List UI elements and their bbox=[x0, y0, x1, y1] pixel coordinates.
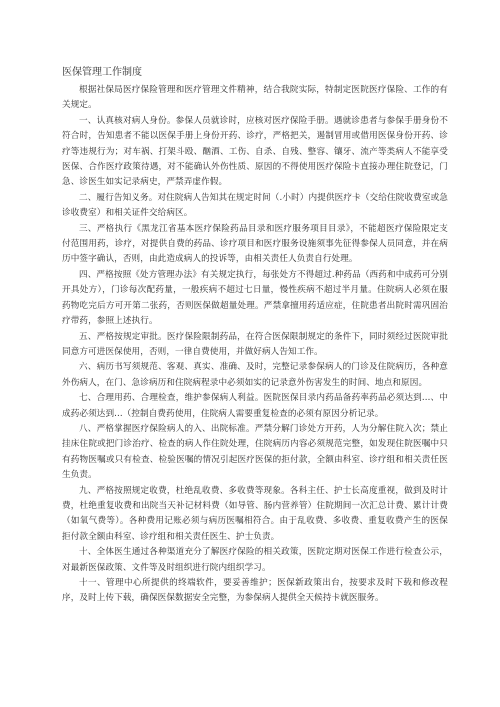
paragraph-5: 五、严格按规定审批。医疗保险限制药品，在符合医保限制规定的条件下，同时须经过医院审批同意方可进医保使用，否则，一律自费使用，并做好病人告知工作。 bbox=[62, 331, 448, 357]
paragraph-9: 九、严格按照规定收费，杜绝乱收费、多收费等现象。各科主任、护士长高度重视，做到及时计费，杜绝重复收费和出院当天补记材料费（如导管、肠内营养管）住院期间一次汇总计费、累计计费（如氧气费等）。各种费用记账必须与病历医嘱相符合。由于乱收费、多收费、重复收费产生的医保拒付款全额由科室、诊疗组和相关责任医生、护士负责。 bbox=[62, 485, 448, 542]
paragraph-8: 八、严格掌握医疗保险病人的入、出院标准。严禁分解门诊处方开药，人为分解住院入次；禁止挂床住院或把门诊治疗、检查的病人作住院处理，住院病历内容必须规范完整，如发现住院医嘱中只有药物医嘱或只有检查、检验医嘱的情况引起医疗医保的拒付款，全额由科室、诊疗组和相关责任医生负责。 bbox=[62, 423, 448, 481]
paragraph-4: 四、严格按照《处方管理办法》有关规定执行，每张处方不得超过.种药品（西药和中成药可分别开具处方），门诊每次配药量，一般疾病不超过七日量，慢性疾病不超过半月量。住院病人必须在服药物吃完后方可开第二张药，否则医保做超量处理。严禁拿擅用药适应症，住院患者出院时需巩固治疗带药，参照上述执行。 bbox=[62, 269, 448, 327]
paragraph-2: 二、履行告知义务。对住院病人告知其在规定时间（.小时）内提供医疗卡（交给住院收费室或急诊收费室）和相关证件交给病区。 bbox=[62, 192, 448, 219]
document-title: 医保管理工作制度 bbox=[62, 67, 142, 78]
paragraph-1: 一、认真核对病人身份。参保人员就诊时，应核对医疗保险手册。遇就诊患者与参保手册身份不符合时，告知患者不能以医保手册上身份开药、诊疗，严格把关，遏制冒用或借用医保身份开药、诊疗等违规行为；对车祸、打架斗殴、酗酒、工伤、自杀、自残、整容、镶牙、流产等类病人不能享受医保、合作医疗政策待遇，对不能确认外伤性质、原因的不得使用医疗保险卡直接办理住院登记，门急、诊医生如实记录病史，严禁弄虚作假。 bbox=[62, 115, 448, 188]
paragraph-11: 十一、管理中心所提供的终端软件，要妥善维护；医保新政策出台，按要求及时下载和修改程序，及时上传下载，确保医保数据安全完整，为参保病人提供全天候持卡就医服务。 bbox=[62, 578, 448, 604]
paragraph-intro: 根据社保局医疗保险管理和医疗管理文件精神，结合我院实际，特制定医院医疗保险、工作的有关规定。 bbox=[62, 85, 448, 111]
paragraph-7: 七、合理用药、合理检查，维护参保病人利益。医院医保目录内药品备药率药品必须达到...、中成药必须达到...（控制自费药使用，住院病人需要重复检查的必须有原因分析记录。 bbox=[62, 393, 448, 419]
paragraph-10: 十、全体医生通过各种渠道充分了解医疗保险的相关政策，医院定期对医保工作进行检查公示，对最新医保政策、文件等及时组织进行院内组织学习。 bbox=[62, 547, 448, 573]
paragraph-3: 三、严格执行《黑龙江省基本医疗保险药品目录和医疗服务项目目录》，不能超医疗保险限定支付范围用药，诊疗，对提供自费的药品、诊疗项目和医疗服务设施须事先征得参保人员同意，并在病历中签字确认，否则，由此造成病人的投诉等，由相关责任人负责自行处理。 bbox=[62, 223, 448, 265]
document-body bbox=[62, 66, 448, 607]
paragraph-6: 六、病历书写须规范、客观、真实、准确、及时，完整记录参保病人的门诊及住院病历，各种意外伤病人，在门、急诊病历和住院病程录中必须如实的记录意外伤害发生的时间、地点和原因。 bbox=[62, 362, 448, 388]
